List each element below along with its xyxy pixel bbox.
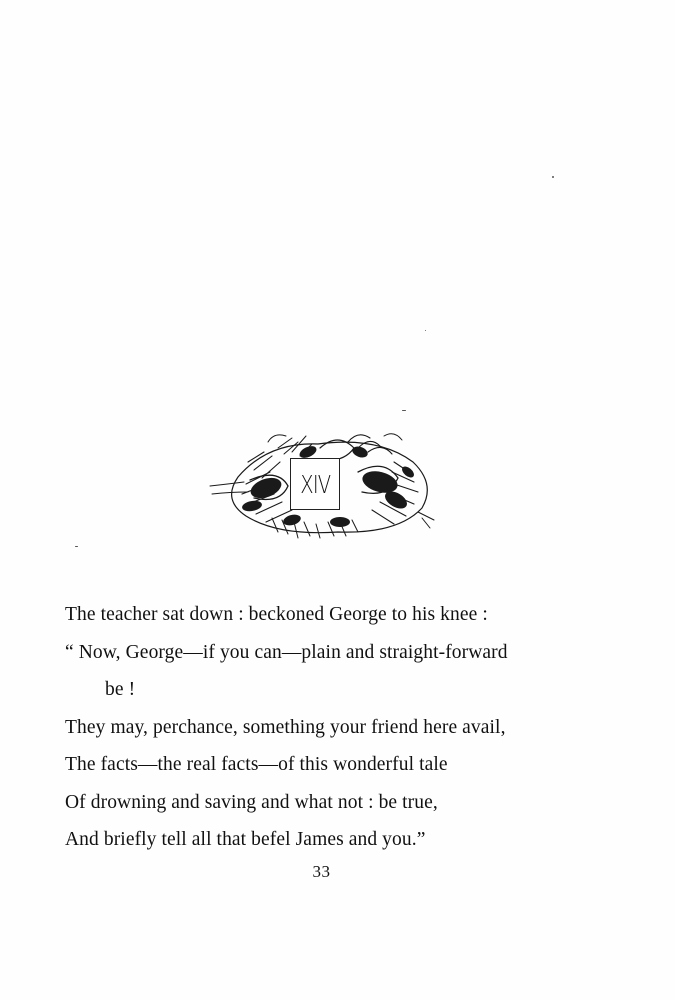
page-number: 33 [312,862,331,881]
verse-line: Of drowning and saving and what not : be true, [65,791,438,813]
verse-line: “ Now, George—if you can—plain and straight-forward [65,641,508,663]
paper-speck [552,176,554,178]
verse-line-continuation: be ! [105,679,136,700]
chapter-number: XIV [299,469,331,499]
verse-line: They may, perchance, something your friend here avail, [65,716,506,738]
verse-line: The teacher sat down : beckoned George to his knee : [65,604,488,625]
paper-speck [402,410,406,411]
verse-line: The facts—the real facts—of this wonderful tale [65,754,448,775]
verse-line: And briefly tell all that befel James and you.” [65,829,426,850]
poem-stanza [65,596,625,859]
chapter-number-plate [290,458,340,510]
paper-speck [425,330,426,331]
paper-speck [75,546,78,547]
